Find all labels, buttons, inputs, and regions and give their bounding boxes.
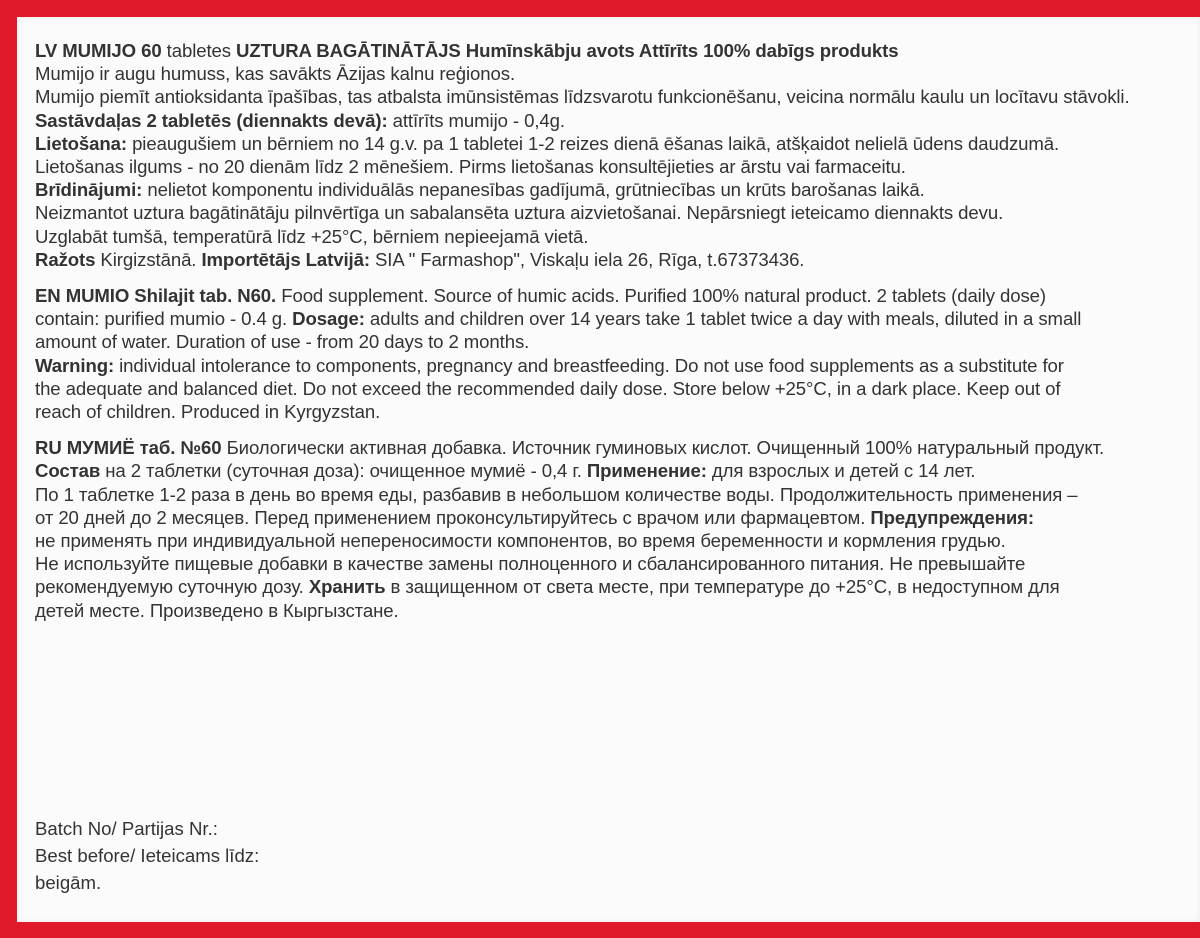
lv-line-4 xyxy=(35,109,1180,132)
lv-line-3: Mumijo piemīt antioksidanta īpašības, tas atbalsta imūnsistēmas līdzsvarotu funkcionēšanu, veicina normālu kaulu un locītavu stāvokli. xyxy=(35,86,1130,108)
lv-made-label: Ražots xyxy=(35,248,96,270)
lv-line-8: Neizmantot uztura bagātinātāju pilnvērtīga un sabalansēta uztura aizvietošanai. Nepārsniegt ieteicamo diennakts devu. xyxy=(35,202,1004,224)
ru-duration-text: от 20 дней до 2 месяцев. Перед применением проконсультируйтесь с врачом или фармацевтом. xyxy=(35,506,871,528)
lv-line-9: Uzglabāt tumšā, temperatūrā līdz +25°C, bērniem nepieejamā vietā. xyxy=(35,225,589,247)
lv-line-2: Mumijo ir augu humuss, kas savākts Āzijas kalnu reģionos. xyxy=(35,63,516,85)
best-before-suffix: beigām. xyxy=(35,872,102,893)
best-before-label: Best before/ Ieteicams līdz: xyxy=(35,845,260,866)
ru-line-2 xyxy=(35,459,1180,482)
ru-line-7 xyxy=(35,575,1180,598)
ru-warning-label: Предупреждения: xyxy=(870,506,1035,528)
en-warning-label: Warning: xyxy=(35,354,115,376)
ru-line-5: не применять при индивидуальной непереносимости компонентов, во время беременности и кормления грудью. xyxy=(35,530,1006,552)
ru-line-8: детей месте. Произведено в Кыргызстане. xyxy=(35,599,399,621)
ru-composition-label: Состав xyxy=(35,460,101,482)
en-composition-text: contain: purified mumio - 0.4 g. xyxy=(35,308,293,330)
ru-line-1 xyxy=(35,436,1180,459)
label-text xyxy=(35,39,1180,622)
ru-description: Биологически активная добавка. Источник гуминовых кислот. Очищенный 100% натуральный продукт. xyxy=(221,437,1105,459)
lv-line-10 xyxy=(35,248,1180,271)
en-line-5: the adequate and balanced diet. Do not exceed the recommended daily dose. Store below +25°C, in a dark place. Keep out of xyxy=(35,377,1061,399)
ru-line-4 xyxy=(35,506,1180,529)
lv-importer-text: SIA " Farmashop", Viskaļu iela 26, Rīga, t.67373436. xyxy=(369,248,805,270)
lv-composition-label: Sastāvdaļas 2 tabletēs (diennakts devā): xyxy=(35,109,388,131)
en-product-name: EN MUMIO Shilajit tab. N60. xyxy=(35,285,277,307)
lv-warning-label: Brīdinājumi: xyxy=(35,179,143,201)
en-line-3: amount of water. Duration of use - from 20 days to 2 months. xyxy=(35,331,530,353)
lv-line-6: Lietošanas ilgums - no 20 dienām līdz 2 mēnešiem. Pirms lietošanas konsultējieties ar ārstu vai farmaceitu. xyxy=(35,156,906,178)
ru-line-3: По 1 таблетке 1-2 раза в день во время еды, разбавив в небольшом количестве воды. Продолжительность применения – xyxy=(35,483,1078,505)
lv-warning-text: nelietot komponentu individuālās nepanesības gadījumā, grūtniecības un krūts barošanas laikā. xyxy=(142,179,925,201)
lv-usage-text: pieaugušiem un bērniem no 14 g.v. pa 1 tabletei 1-2 reizes dienā ēšanas laikā, atšķaidot nelielā ūdens daudzumā. xyxy=(127,132,1060,154)
lv-category: UZTURA BAGĀTINĀTĀJS Humīnskābju avots Attīrīts 100% dabīgs produkts xyxy=(236,40,899,61)
ru-usage-text: для взрослых и детей с 14 лет. xyxy=(706,460,976,482)
lv-composition-text: attīrīts mumijo - 0,4g. xyxy=(387,109,565,131)
product-label-panel xyxy=(17,17,1200,922)
en-line-6: reach of children. Produced in Kyrgyzstan. xyxy=(35,401,381,423)
batch-number-label: Batch No/ Partijas Nr.: xyxy=(35,818,218,839)
batch-info xyxy=(35,815,259,896)
lv-line-1 xyxy=(35,39,1180,62)
en-warning-text: individual intolerance to components, pregnancy and breastfeeding. Do not use food supplements as a substitute for xyxy=(114,354,1064,376)
ru-composition-text: на 2 таблетки (суточная доза): очищенное мумиё - 0,4 г. xyxy=(100,460,587,482)
lv-line-7 xyxy=(35,178,1180,201)
ru-storage-text: в защищенном от света месте, при температуре до +25°C, в недоступном для xyxy=(385,576,1060,598)
en-dosage-text: adults and children over 14 years take 1 tablet twice a day with meals, diluted in a small xyxy=(364,308,1082,330)
en-description: Food supplement. Source of humic acids. Purified 100% natural product. 2 tablets (daily dose) xyxy=(276,285,1047,307)
ru-product-name: RU МУМИЁ таб. №60 xyxy=(35,437,222,459)
section-gap xyxy=(35,423,1180,436)
en-line-4 xyxy=(35,354,1180,377)
en-line-2 xyxy=(35,307,1180,330)
en-section xyxy=(35,284,1180,423)
ru-line-6: Не используйте пищевые добавки в качестве замены полноценного и сбалансированного питания. Не превышайте xyxy=(35,553,1026,575)
lv-line-5 xyxy=(35,132,1180,155)
ru-storage-label: Хранить xyxy=(308,576,386,598)
ru-dose-text: рекомендуемую суточную дозу. xyxy=(35,576,309,598)
lv-section xyxy=(35,39,1180,271)
en-dosage-label: Dosage: xyxy=(292,308,365,330)
lv-form: tabletes xyxy=(161,40,237,61)
ru-section xyxy=(35,436,1180,622)
ru-usage-label: Применение: xyxy=(586,460,707,482)
en-line-1 xyxy=(35,284,1180,307)
lv-usage-label: Lietošana: xyxy=(35,132,127,154)
lv-product-name: LV MUMIJO 60 xyxy=(35,40,162,61)
section-gap xyxy=(35,271,1180,284)
lv-importer-label: Importētājs Latvijā: xyxy=(201,248,370,270)
lv-made-text: Kirgizstānā. xyxy=(95,248,202,270)
